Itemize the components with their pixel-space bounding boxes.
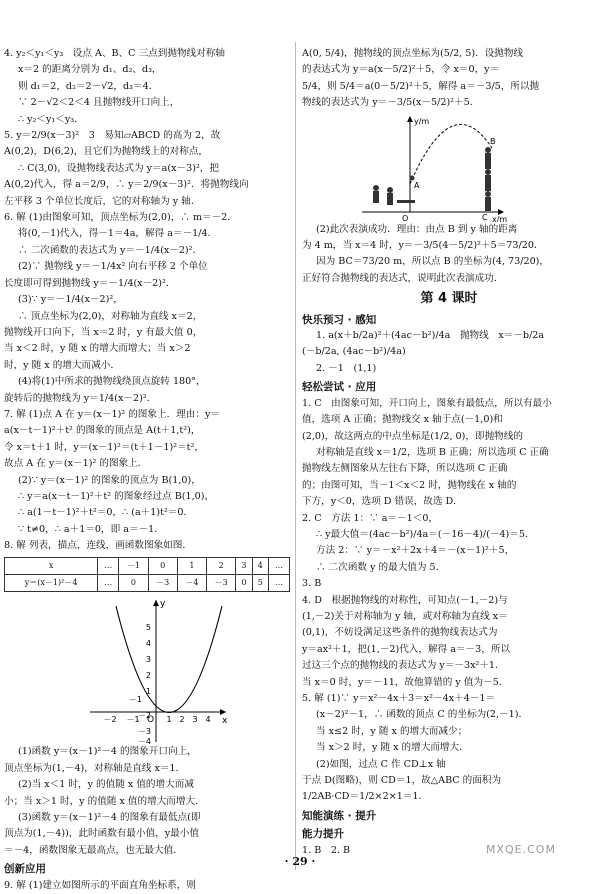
x-tick-label: 4 — [205, 715, 211, 725]
table-cell: 1 — [177, 557, 206, 574]
text-line: A(0,2)代入，得 a＝2/9，∴ y＝2/9(x－3)²．将抛物线向 — [4, 179, 249, 191]
table-cell: －4 — [177, 575, 206, 592]
text-line: 下方，y＜0，选项 D 错误，故选 D． — [302, 496, 463, 508]
text-line: 当 x＝0 时，y＝－11，故他算错的 y 值为－5． — [302, 676, 509, 688]
value-table — [4, 557, 290, 593]
text-line: ∴ a(1－t－1)²＋t²＝0，∴ (a＋1)t²＝0． — [18, 507, 194, 519]
text-line: ∴ 二次函数的表达式为 y＝－1/4(x－2)²． — [18, 244, 203, 256]
x-tick-label: 1 — [166, 715, 172, 725]
text-line: ∵ t≠0，∴ a＋1＝0，即 a＝－1． — [18, 523, 164, 535]
right-column — [302, 46, 596, 859]
y-tick-label: 4 — [145, 639, 151, 649]
x-axis-label: x/m — [492, 214, 508, 222]
text-line: 小；当 x＞1 时，y 的值随 x 值的增大而增大． — [4, 795, 205, 807]
text-line: 5. 解 (1)∵ y＝x²－4x＋3＝x²－4x＋4－1＝ — [302, 693, 496, 704]
text-line: 5. y＝2/9(x－3)² 3 易知▱ABCD 的高为 2，故 — [4, 130, 221, 142]
text-line: 于点 D(图略)，则 CD＝1，故△ABC 的面积为 — [302, 775, 502, 787]
lesson-title: 第 4 课时 — [420, 291, 478, 307]
column-divider — [295, 42, 296, 870]
text-line: ∴ y最大值＝(4ac－b²)/4a＝(－16－4)/(－4)＝5． — [316, 528, 535, 540]
text-line: 令 x＝t＋1 时，y＝(x－1)²＝(t＋1－1)²＝t²， — [4, 441, 204, 453]
sub-section-heading: 能力提升 — [302, 828, 344, 841]
section-heading: 知能演练 · 提升 — [302, 809, 377, 822]
text-line: 为 4 m，当 x＝4 时，y＝－3/5(4－5/2)²＋5＝73/20． — [302, 240, 544, 252]
table-cell: 3 — [236, 557, 252, 574]
text-line: (3)函数 y＝(x－1)²－4 的图象有最低点(即 — [18, 812, 201, 824]
text-line: 当 x＜2 时，y 随 x 的增大而增大；当 x＞2 — [4, 343, 191, 355]
text-line: 对称轴是直线 x＝1/2，选项 B 正确；所以选项 C 正确 — [316, 446, 549, 458]
text-line: ∵ 2－√2＜2＜4 且抛物线开口向上， — [18, 97, 180, 109]
text-line: (2)如图，过点 C 作 CD⊥x 轴 — [316, 758, 446, 770]
text-line: 旋转后的抛物线为 y＝1/4(x－2)²． — [4, 392, 157, 404]
text-line: ＝－4，函数图象无最高点，也无最大值． — [4, 844, 183, 856]
text-line: (2,0)，故这两点的中点坐标是(1/2, 0)，即抛物线的 — [302, 430, 523, 442]
y-tick-labels — [129, 623, 151, 744]
table-cell: … — [268, 557, 289, 574]
text-line: ∴ 二次函数 y 的最大值为 5． — [316, 561, 446, 573]
text-line: ∴ y₂＜y₁＜y₃． — [18, 113, 84, 125]
y-tick-label: 2 — [145, 671, 151, 681]
text-line: (－b/2a, (4ac－b²)/4a) — [302, 346, 406, 358]
y-tick-label: 1 — [145, 687, 151, 697]
text-line: 1/2AB·CD＝1/2×2×1＝1． — [302, 791, 429, 803]
jump-figure — [302, 112, 596, 222]
point-b-label: B — [490, 136, 496, 146]
y-tick-label: －2 — [137, 711, 151, 721]
text-line: A(0, 5/4)，抛物线的顶点坐标为(5/2, 5)．设抛物线 — [302, 48, 524, 59]
text-line: 2. C 方法 1：∵ a＝－1＜0， — [302, 512, 439, 524]
table-cell: 2 — [207, 557, 236, 574]
y-tick-label: 3 — [145, 655, 151, 665]
section-heading: 轻松尝试 · 应用 — [302, 381, 377, 394]
x-axis-arrow — [220, 709, 226, 715]
table-row — [5, 557, 290, 574]
text-line: y＝ax²＋1，把(1,－2)代入，解得 a＝－3，所以 — [302, 643, 511, 655]
text-line: 抛物线左侧图象从左往右下降，所以选项 C 正确 — [302, 463, 508, 475]
y-axis-arrow — [407, 116, 413, 122]
x-tick-label: －1 — [126, 715, 140, 725]
table-cell: … — [268, 575, 289, 592]
text-line: 5/4，则 5/4＝a(0－5/2)²＋5，解得 a＝－3/5，所以抛 — [302, 80, 540, 92]
y-axis-label: y — [160, 599, 166, 610]
text-line: 当 x≤2 时，y 随 x 的增大而减少； — [316, 725, 468, 737]
text-line: 长度即可得到抛物线 y＝－1/4(x－2)²． — [4, 277, 176, 289]
point-a-label: A — [414, 180, 420, 190]
text-line: 因为 BC＝73/20 m，所以点 B 的坐标为(4, 73/20)， — [316, 256, 550, 268]
table-cell: … — [98, 575, 119, 592]
text-line: (1)函数 y＝(x－1)²－4 的图象开口向上， — [18, 746, 197, 758]
text-line: ∴ C(3,0)，设抛物线表达式为 y＝a(x－3)²，把 — [18, 162, 219, 174]
text-line: 将(0,－1)代入，得－1＝4a，解得 a＝－1/4． — [18, 228, 218, 240]
table-cell: 0 — [236, 575, 252, 592]
text-line: ∴ y＝a(x－t－1)²＋t² 的图象经过点 B(1,0)， — [18, 490, 215, 502]
text-line: 物线的表达式为 y＝－3/5(x－5/2)²＋5． — [302, 97, 480, 109]
text-line: 顶点坐标为(1,－4)，对称轴是直线 x＝1． — [4, 762, 186, 774]
y-tick-label: －1 — [128, 695, 142, 705]
text-line: (0,1)，不妨设满足这些条件的抛物线表达式为 — [302, 627, 498, 639]
text-line: 顶点为(1,－4))，此时函数有最小值，y最小值 — [4, 828, 199, 840]
table-cell: … — [98, 557, 119, 574]
text-line: (x－2)²－1，∴ 函数的顶点 C 的坐标为(2,－1)． — [316, 709, 529, 721]
section-heading: 快乐预习 · 感知 — [302, 313, 377, 326]
text-line: (2)当 x＜1 时，y 的值随 x 值的增大而减 — [18, 779, 194, 791]
text-line: a(x－t－1)²＋t² 的图象的顶点是 A(t＋1,t²)， — [4, 425, 201, 437]
text-line: 2. －1 (1,1) — [316, 362, 377, 374]
y-tick-label: －3 — [137, 727, 151, 737]
table-cell: －3 — [148, 575, 177, 592]
y-axis-arrow — [153, 600, 159, 606]
table-cell: y＝(x－1)²－4 — [5, 575, 98, 592]
text-line: 当 x＞2 时，y 随 x 的增大而增大． — [316, 742, 469, 754]
origin-label: O — [147, 715, 155, 726]
text-line: (2)此次表演成功．理由：由点 B 到 y 轴的距离 — [316, 223, 518, 235]
text-line: 3. B — [302, 578, 322, 590]
table-cell: 5 — [252, 575, 268, 592]
table-cell: 4 — [252, 557, 268, 574]
text-line: (2)∵ 抛物线 y＝－1/4x² 向右平移 2 个单位 — [18, 261, 208, 273]
text-line: 过这三个点的抛物线的表达式为 y＝－3x²＋1． — [302, 660, 505, 672]
left-column — [4, 46, 290, 894]
text-line: (1,－2)关于对称轴为 y 轴，或对称轴为直线 x＝ — [302, 610, 508, 622]
text-line: 值，选项 A 正确；抛物线交 x 轴于点(－1,0)和 — [302, 414, 503, 426]
text-line: 的表达式为 y＝a(x－5/2)²＋5，令 x＝0，y＝ — [302, 64, 500, 76]
text-line: 4. D 根据抛物线的对称性，可知点(－1,－2)与 — [302, 594, 508, 606]
watermark: MXQE.COM — [486, 843, 556, 856]
text-line: 1. B 2. B — [302, 844, 351, 856]
section-heading: 创新应用 — [4, 863, 46, 876]
text-line: 6. 解 (1)由图象可知，顶点坐标为(2,0)，∴ m＝－2． — [4, 212, 237, 224]
table-cell: 0 — [148, 557, 177, 574]
text-line: (4)将(1)中所求的抛物线绕顶点旋转 180°， — [18, 376, 206, 388]
text-line: 则 d₁＝2，d₂＝2－√2，d₃＝4． — [18, 80, 159, 92]
text-line: 9. 解 (1)建立如图所示的平面直角坐标系，则 — [4, 879, 196, 891]
x-tick-label: －2 — [103, 715, 117, 725]
text-line: ∴ 顶点坐标为(2,0)，对称轴为直线 x＝2， — [18, 310, 203, 322]
text-line: 的；由图可知，当－1＜x＜2 时，抛物线在 x 轴的 — [302, 479, 517, 491]
text-line: 抛物线开口向下，当 x＝2 时，y 有最大值 0， — [4, 326, 203, 338]
text-line: x＝2 的距离分别为 d₁、d₂、d₃， — [18, 64, 162, 76]
table-cell: －1 — [119, 557, 148, 574]
text-line: 故点 A 在 y＝(x－1)² 的图象上． — [4, 458, 148, 470]
y-axis-label: y/m — [414, 116, 430, 126]
x-tick-labels — [103, 715, 210, 724]
table-cell: －3 — [207, 575, 236, 592]
text-line: 1. C 由图象可知，开口向上，图象有最低点，所以有最小 — [302, 397, 552, 409]
table-cell: 0 — [119, 575, 148, 592]
performers-illustration — [373, 147, 491, 211]
text-line: 左平移 3 个单位长度后，它的对称轴为 y 轴． — [4, 195, 201, 207]
x-tick-label: 3 — [192, 715, 198, 725]
y-tick-label: －4 — [137, 737, 151, 745]
text-line: 时，y 随 x 的增大而减小． — [4, 359, 120, 371]
text-line: 7. 解 (1)点 A 在 y＝(x－1)² 的图象上．理由：y＝ — [4, 408, 220, 420]
text-line: 1. a(x＋b/2a)²＋(4ac－b²)/4a 抛物线 x＝－b/2a — [316, 330, 545, 342]
origin-label: O — [402, 213, 409, 222]
parabola-graph — [4, 594, 290, 744]
trajectory-curve — [410, 124, 492, 184]
text-line: 8. 解 列表，描点，连线，画函数图象如图． — [4, 540, 192, 552]
y-tick-label: 5 — [145, 623, 151, 633]
text-line: A(0,2)，D(6,2)，且它们为抛物线上的对称点， — [4, 146, 209, 158]
text-line: 正好符合抛物线的表达式，说明此次表演成功． — [302, 272, 504, 284]
text-line: 方法 2：∵ y＝－x²＋2x＋4＝－(x－1)²＋5， — [316, 545, 515, 557]
x-axis-label: x — [222, 716, 228, 727]
table-row — [5, 575, 290, 592]
text-line: 4. y₂＜y₁＜y₃ 设点 A、B、C 三点到抛物线对称轴 — [4, 48, 225, 59]
table-cell: x — [5, 557, 98, 574]
text-line: (2)∵ y＝(x－1)² 的图象的顶点为 B(1,0)， — [18, 474, 201, 486]
page-number: · 29 · — [284, 855, 316, 868]
x-tick-label: 2 — [179, 715, 185, 725]
text-line: (3)∵ y＝－1/4(x－2)²， — [18, 294, 123, 306]
point-c-label: C — [482, 212, 488, 222]
